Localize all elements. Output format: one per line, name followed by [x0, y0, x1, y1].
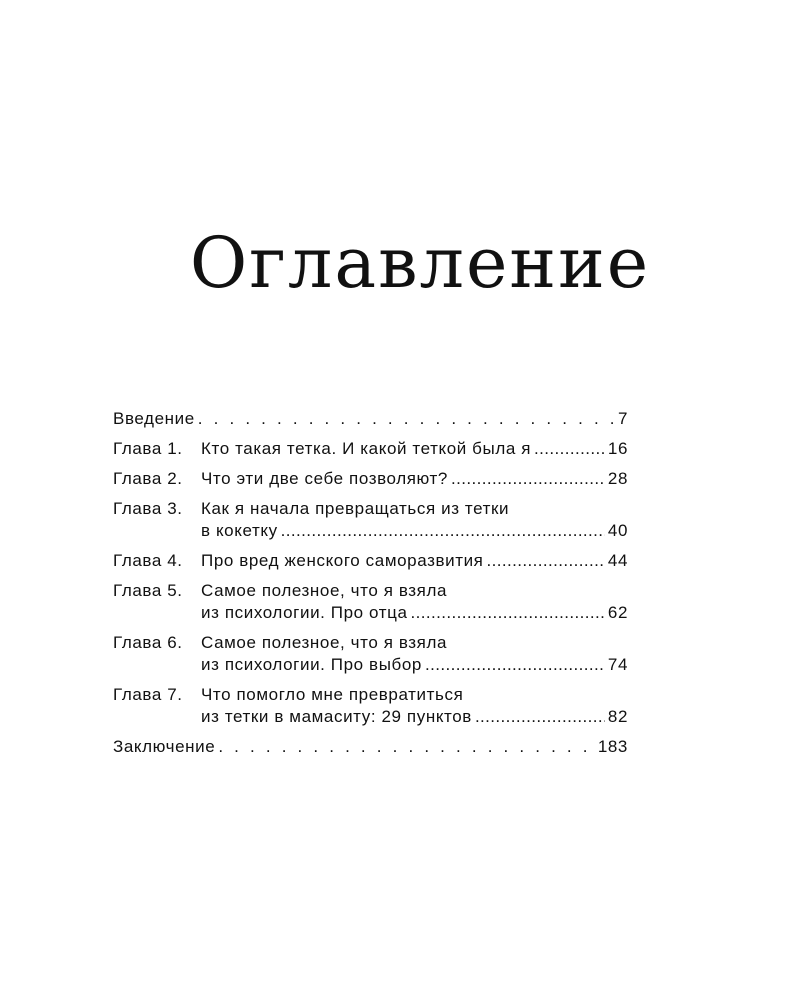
dot-leader	[281, 520, 605, 542]
toc-entry-chapter-4[interactable]	[113, 550, 628, 572]
chapter-number: Глава 5.	[113, 581, 183, 600]
toc-entry-label-continuation: из психологии. Про выбор	[201, 655, 422, 674]
toc-entry-label: Введение	[113, 409, 195, 428]
table-of-contents	[113, 408, 628, 766]
toc-entry-label: Самое полезное, что я взяла	[201, 581, 448, 600]
dot-leader	[218, 736, 595, 758]
toc-entry-introduction[interactable]	[113, 408, 628, 430]
toc-entry-chapter-7[interactable]	[113, 684, 628, 728]
toc-entry-label: Про вред женского саморазвития	[201, 551, 484, 570]
toc-page-number: 62	[607, 603, 628, 622]
toc-entry-label: Заключение	[113, 737, 216, 756]
toc-page-number: 74	[607, 655, 628, 674]
toc-page-number: 28	[607, 469, 628, 488]
chapter-number: Глава 6.	[113, 633, 183, 652]
toc-page-number: 7	[617, 409, 628, 428]
toc-entry-label: Самое полезное, что я взяла	[201, 633, 448, 652]
toc-entry-label: Что помогло мне превратиться	[201, 685, 464, 704]
page-title: Оглавление	[189, 222, 651, 304]
toc-entry-label-continuation: из тетки в мамаситу: 29 пунктов	[201, 707, 472, 726]
dot-leader	[487, 550, 605, 572]
toc-entry-chapter-2[interactable]	[113, 468, 628, 490]
toc-entry-chapter-5[interactable]	[113, 580, 628, 624]
toc-page-number: 44	[607, 551, 628, 570]
toc-entry-chapter-3[interactable]	[113, 498, 628, 542]
toc-entry-conclusion[interactable]	[113, 736, 628, 758]
toc-entry-label: Что эти две себе позволяют?	[201, 469, 448, 488]
chapter-number: Глава 4.	[113, 551, 183, 570]
dot-leader	[451, 468, 605, 490]
toc-page-number: 40	[607, 521, 628, 540]
toc-page-number: 183	[597, 737, 628, 756]
toc-entry-chapter-1[interactable]	[113, 438, 628, 460]
toc-page-number: 16	[607, 439, 628, 458]
toc-entry-label-continuation: из психологии. Про отца	[201, 603, 408, 622]
dot-leader	[411, 602, 605, 624]
dot-leader	[534, 438, 605, 460]
chapter-number: Глава 1.	[113, 439, 183, 458]
toc-entry-label-continuation: в кокетку	[201, 521, 278, 540]
toc-entry-chapter-6[interactable]	[113, 632, 628, 676]
dot-leader	[475, 706, 605, 728]
chapter-number: Глава 2.	[113, 469, 183, 488]
dot-leader	[198, 408, 615, 430]
toc-page-number: 82	[607, 707, 628, 726]
chapter-number: Глава 7.	[113, 685, 183, 704]
toc-entry-label: Как я начала превращаться из тетки	[201, 499, 510, 518]
chapter-number: Глава 3.	[113, 499, 183, 518]
toc-entry-label: Кто такая тетка. И какой теткой была я	[201, 439, 532, 458]
dot-leader	[425, 654, 605, 676]
